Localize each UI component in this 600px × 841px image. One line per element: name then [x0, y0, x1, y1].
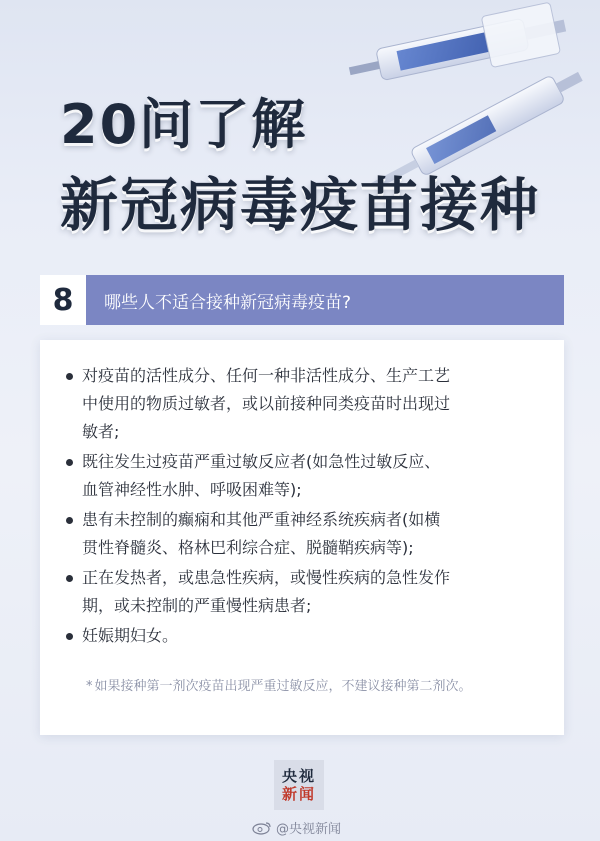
- title-line-2: 新冠病毒疫苗接种: [60, 171, 541, 239]
- watermark-text: @央视新闻: [276, 822, 342, 837]
- answer-line: 患有未控制的癫痫和其他严重神经系统疾病者(如横: [82, 510, 441, 529]
- answer-line: 既往发生过疫苗严重过敏反应者(如急性过敏反应、: [82, 452, 441, 471]
- answer-line: 敏者;: [82, 422, 120, 441]
- weibo-icon: [252, 821, 272, 835]
- answer-line: 血管神经性水肿、呼吸困难等);: [82, 480, 302, 499]
- question-number: 8: [40, 275, 86, 325]
- answer-card: [40, 340, 564, 735]
- answer-item: [66, 362, 536, 446]
- answer-line: 妊娠期妇女。: [82, 626, 179, 645]
- bullet-icon: [66, 373, 73, 380]
- answer-list: [40, 340, 564, 650]
- logo-line-1: 央视: [281, 767, 316, 785]
- question-text: 哪些人不适合接种新冠病毒疫苗?: [104, 292, 352, 313]
- answer-item: [66, 622, 536, 650]
- footnote: [86, 675, 472, 694]
- weibo-watermark: [252, 818, 341, 837]
- title-line-1: 20问了解: [60, 93, 308, 156]
- cctv-news-logo: [274, 760, 324, 810]
- bullet-icon: [66, 517, 73, 524]
- footnote-text: 如果接种第一剂次疫苗出现严重过敏反应，不建议接种第二剂次。: [94, 679, 472, 694]
- footnote-star: *: [86, 679, 93, 694]
- bullet-icon: [66, 633, 73, 640]
- answer-line: 贯性脊髓炎、格林巴利综合症、脱髓鞘疾病等);: [82, 538, 414, 557]
- answer-item: [66, 564, 536, 620]
- bullet-icon: [66, 459, 73, 466]
- answer-line: 对疫苗的活性成分、任何一种非活性成分、生产工艺: [82, 366, 451, 385]
- question-bar: [40, 275, 564, 325]
- answer-item: [66, 506, 536, 562]
- answer-line: 中使用的物质过敏者，或以前接种同类疫苗时出现过: [82, 394, 451, 413]
- logo-line-2: 新闻: [281, 785, 316, 803]
- answer-line: 期，或未控制的严重慢性病患者;: [82, 596, 312, 615]
- bullet-icon: [66, 575, 73, 582]
- answer-item: [66, 448, 536, 504]
- answer-line: 正在发热者，或患急性疾病，或慢性疾病的急性发作: [82, 568, 451, 587]
